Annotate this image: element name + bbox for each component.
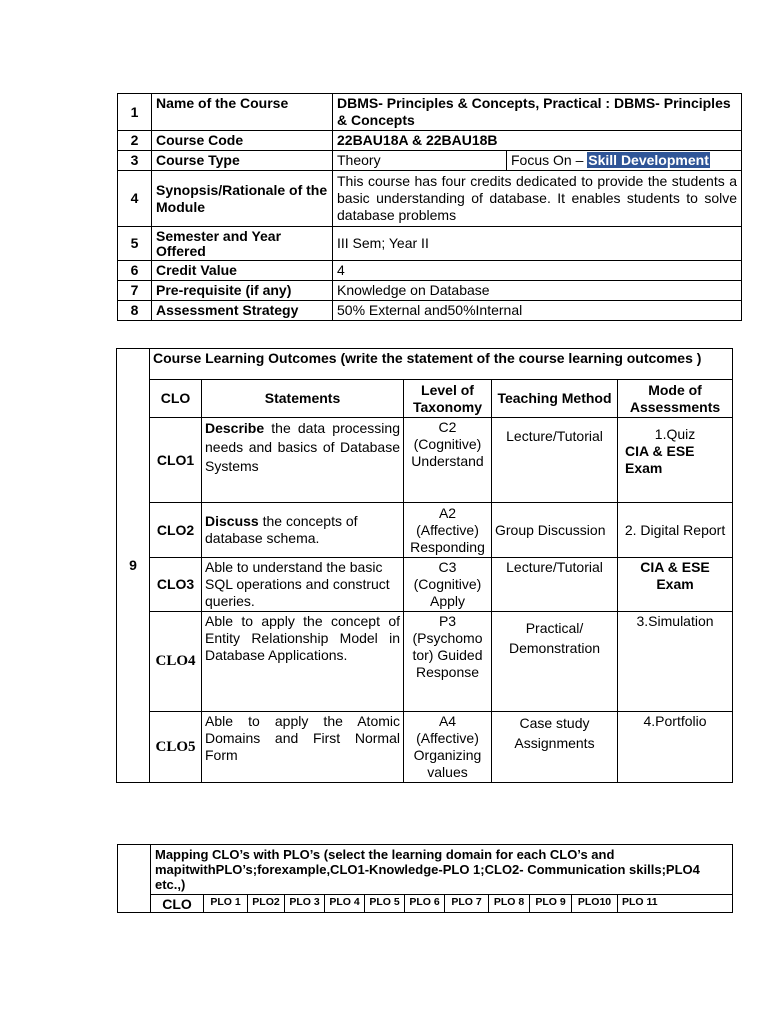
row-label: Pre-requisite (if any) bbox=[152, 281, 333, 301]
course-info-row bbox=[118, 94, 742, 131]
course-info-row bbox=[118, 171, 742, 227]
clo-method: Lecture/Tutorial bbox=[492, 418, 618, 503]
synopsis-text: This course has four credits dedicated to provide the students a basic understanding of database. It enables students to solve database problems bbox=[333, 171, 742, 227]
assessment-strategy: 50% External and50%Internal bbox=[333, 301, 742, 321]
row-label: Assessment Strategy bbox=[152, 301, 333, 321]
plo-header: PLO 1 bbox=[204, 895, 248, 913]
mapping-header-clo: CLO bbox=[151, 895, 204, 913]
clo-level: A4 (Affective) Organizing values bbox=[404, 712, 492, 783]
clo-plo-mapping-table bbox=[117, 844, 733, 913]
clo-table-title: Course Learning Outcomes (write the statement of the course learning outcomes ) bbox=[150, 349, 733, 380]
statement-verb: Describe bbox=[205, 420, 265, 436]
semester-year: III Sem; Year II bbox=[333, 227, 742, 261]
statement-text: the data processing needs and basics of Database Systems bbox=[205, 420, 400, 474]
focus-cell bbox=[507, 151, 742, 171]
clo-method: Case study Assignments bbox=[492, 712, 618, 783]
statement-text: the concepts of database schema. bbox=[205, 513, 358, 546]
row-number: 5 bbox=[118, 227, 152, 261]
course-info-table bbox=[117, 93, 742, 321]
clo-level: C3 (Cognitive) Apply bbox=[404, 558, 492, 612]
mode-line: CIA & ESE Exam bbox=[625, 443, 695, 476]
clo-id: CLO4 bbox=[150, 612, 202, 712]
clo-statement bbox=[202, 558, 404, 612]
clo-level: P3 (Psychomo tor) Guided Response bbox=[404, 612, 492, 712]
clo-statement bbox=[202, 503, 404, 558]
focus-prefix: Focus On – bbox=[511, 152, 588, 168]
course-info-row bbox=[118, 131, 742, 151]
clo-row bbox=[117, 418, 733, 503]
row-number: 1 bbox=[118, 94, 152, 131]
mapping-header-row bbox=[118, 895, 733, 913]
clo-statement bbox=[202, 612, 404, 712]
row-number: 7 bbox=[118, 281, 152, 301]
course-info-row bbox=[118, 281, 742, 301]
header-level: Level of Taxonomy bbox=[404, 380, 492, 418]
course-info-row bbox=[118, 261, 742, 281]
course-name: DBMS- Principles & Concepts, Practical : DBMS- Principles & Concepts bbox=[333, 94, 742, 131]
plo-header: PLO 4 bbox=[325, 895, 365, 913]
clo-table bbox=[116, 348, 733, 783]
row-number: 3 bbox=[118, 151, 152, 171]
clo-level: C2 (Cognitive) Understand bbox=[404, 418, 492, 503]
row-number: 8 bbox=[118, 301, 152, 321]
clo-row bbox=[117, 558, 733, 612]
focus-highlight: Skill Development bbox=[588, 152, 709, 168]
row-label: Course Type bbox=[152, 151, 333, 171]
statement-text: Able to apply the concept of Entity Relationship Model in Database Applications. bbox=[205, 613, 400, 663]
plo-header: PLO 11 bbox=[618, 895, 733, 913]
course-info-row bbox=[118, 151, 742, 171]
clo-mode: 2. Digital Report bbox=[618, 503, 733, 558]
header-statements: Statements bbox=[202, 380, 404, 418]
course-type: Theory bbox=[333, 151, 507, 171]
plo-header: PLO 8 bbox=[489, 895, 530, 913]
row-label: Synopsis/Rationale of the Module bbox=[152, 171, 333, 227]
clo-mode: CIA & ESE Exam bbox=[618, 558, 733, 612]
header-clo: CLO bbox=[150, 380, 202, 418]
row-number: 9 bbox=[117, 349, 150, 783]
row-label: Semester and Year Offered bbox=[152, 227, 333, 261]
plo-header: PLO 7 bbox=[445, 895, 489, 913]
header-mode: Mode of Assessments bbox=[618, 380, 733, 418]
row-number: 2 bbox=[118, 131, 152, 151]
row-number: 6 bbox=[118, 261, 152, 281]
clo-statement bbox=[202, 712, 404, 783]
clo-id: CLO1 bbox=[150, 418, 202, 503]
clo-mode: 3.Simulation bbox=[618, 612, 733, 712]
course-info-row bbox=[118, 227, 742, 261]
plo-header: PLO 9 bbox=[530, 895, 572, 913]
clo-method: Lecture/Tutorial bbox=[492, 558, 618, 612]
plo-header: PLO10 bbox=[572, 895, 618, 913]
plo-header: PLO 5 bbox=[365, 895, 405, 913]
row-label: Course Code bbox=[152, 131, 333, 151]
header-method: Teaching Method bbox=[492, 380, 618, 418]
clo-mode bbox=[618, 418, 733, 503]
clo-row bbox=[117, 612, 733, 712]
mapping-title-row bbox=[118, 845, 733, 895]
row-label: Credit Value bbox=[152, 261, 333, 281]
statement-text: Able to apply the Atomic Domains and First Normal Form bbox=[205, 713, 400, 763]
statement-verb: Discuss bbox=[205, 513, 259, 529]
clo-row bbox=[117, 712, 733, 783]
row-number-blank bbox=[118, 845, 151, 913]
statement-text: Able to understand the basic SQL operations and construct queries. bbox=[205, 559, 390, 609]
mode-line: 1.Quiz bbox=[654, 426, 696, 442]
course-code: 22BAU18A & 22BAU18B bbox=[333, 131, 742, 151]
mapping-title: Mapping CLO’s with PLO’s (select the learning domain for each CLO’s and mapitwithPLO’s;forexample,CLO1-Knowledge-PLO 1;CLO2- Communication skills;PLO4 etc.,) bbox=[151, 845, 733, 895]
credit-value: 4 bbox=[333, 261, 742, 281]
clo-statement bbox=[202, 418, 404, 503]
clo-mode: 4.Portfolio bbox=[618, 712, 733, 783]
row-label: Name of the Course bbox=[152, 94, 333, 131]
course-info-row bbox=[118, 301, 742, 321]
prerequisite: Knowledge on Database bbox=[333, 281, 742, 301]
clo-method: Practical/ Demonstration bbox=[492, 612, 618, 712]
clo-header-row bbox=[117, 380, 733, 418]
clo-id: CLO3 bbox=[150, 558, 202, 612]
plo-header: PLO 6 bbox=[405, 895, 445, 913]
clo-row bbox=[117, 503, 733, 558]
clo-level: A2 (Affective) Responding bbox=[404, 503, 492, 558]
plo-header: PLO2 bbox=[248, 895, 285, 913]
clo-method: Group Discussion bbox=[492, 503, 618, 558]
row-number: 4 bbox=[118, 171, 152, 227]
clo-id: CLO5 bbox=[150, 712, 202, 783]
clo-title-row bbox=[117, 349, 733, 380]
plo-header: PLO 3 bbox=[285, 895, 325, 913]
clo-id: CLO2 bbox=[150, 503, 202, 558]
